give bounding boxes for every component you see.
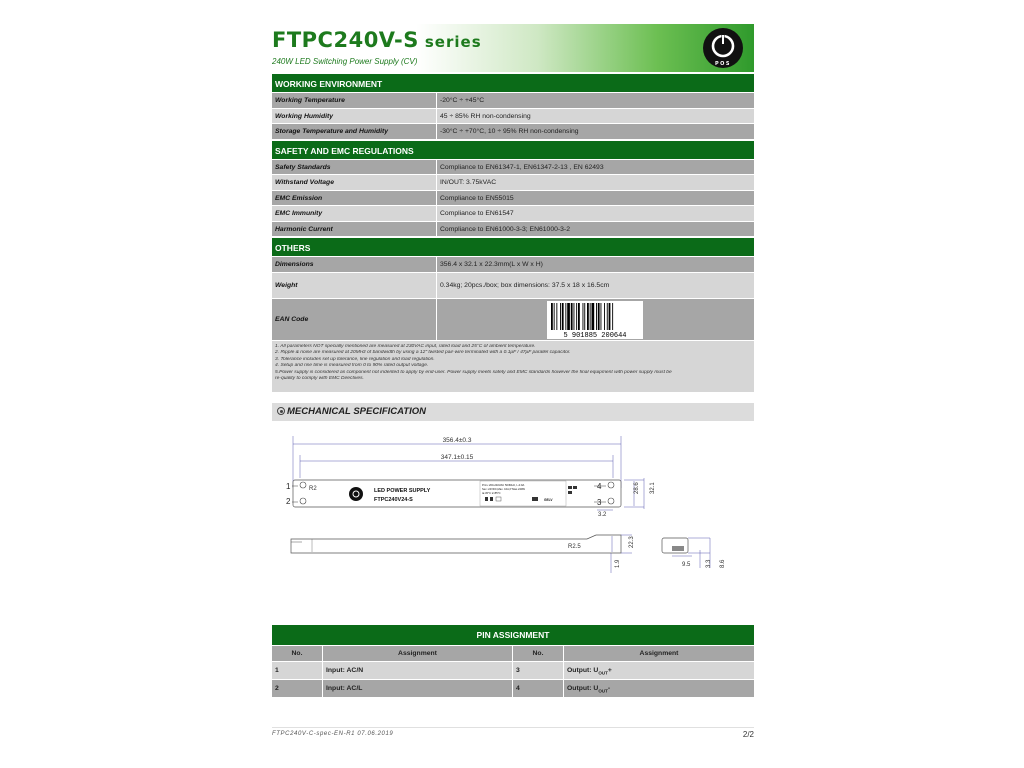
spec-row — [272, 272, 754, 298]
label-line2: FTPC240V24-S — [374, 497, 413, 503]
spec-row — [272, 108, 754, 124]
pin-label: 1 — [286, 482, 291, 491]
dim-base: 1.9 — [615, 559, 621, 568]
spec-key: EAN Code — [272, 299, 437, 340]
target-icon — [277, 407, 285, 415]
spec-key: EMC Immunity — [272, 206, 437, 221]
dim-radius-top: R2 — [309, 486, 317, 492]
spec-row — [272, 221, 754, 237]
pin-assignment-table — [272, 625, 754, 697]
barcode-icon — [547, 301, 643, 339]
dim-overall-length: 356.4±0.3 — [442, 437, 472, 444]
spec-key: Weight — [272, 273, 437, 298]
dim-width-inner: 28.6 — [634, 482, 640, 494]
product-title — [272, 28, 482, 52]
spec-key: Withstand Voltage — [272, 175, 437, 190]
pin-number: 4 — [513, 680, 564, 697]
column-header: No. — [513, 646, 564, 661]
footnote: re-quality to comply with EMC Directives. — [275, 376, 364, 382]
label-spec: ta:45°C tc:85°C — [482, 492, 501, 495]
pin-label: 2 — [286, 497, 291, 506]
ean-cell — [437, 299, 754, 340]
spec-value: Compliance to EN61000-3-3; EN61000-3-2 — [440, 225, 570, 233]
footnote: 2. Ripple & noise are measured at 20MHz of bandwidth by using a 12" twisted pair-wire terminated with a 0.1μF / 47μF parallel capacitor. — [275, 350, 571, 356]
section-safety-emc: SAFETY AND EMC REGULATIONS — [272, 139, 754, 159]
spec-key: Working Temperature — [272, 93, 437, 108]
pin-number: 2 — [272, 680, 323, 697]
section-others: OTHERS — [272, 236, 754, 256]
page-number: 2/2 — [742, 730, 754, 739]
pin-number: 3 — [513, 662, 564, 679]
footnote: 5.Power supply is considered as component not indented to apply by end-user. Power supply meets safety and EMC standards however the final equipment with power supply must be — [275, 369, 672, 375]
pin-assignment-sub: OUT — [598, 688, 608, 694]
spec-row-ean — [272, 298, 754, 340]
footnote: 3. Tolerance includes set up tolerance, line regulation and load regulation. — [275, 356, 435, 362]
pin-assignment: Input: AC/L — [323, 680, 513, 697]
spec-key: Storage Temperature and Humidity — [272, 124, 437, 139]
pin-assignment-text: Output: U — [567, 667, 599, 674]
pin-assignment-sign: + — [607, 667, 612, 674]
spec-row — [272, 174, 754, 190]
footnotes — [272, 340, 754, 392]
footer-divider — [272, 727, 754, 728]
label-line1: LED POWER SUPPLY — [374, 488, 431, 494]
spec-value: -30°C ÷ +70°C, 10 ÷ 95% RH non-condensing — [440, 128, 579, 135]
dim-width-outer: 32.1 — [650, 482, 656, 494]
pin-table-row — [272, 661, 754, 679]
pin-assignment — [564, 662, 754, 679]
spec-row — [272, 123, 754, 139]
footnote: 4. Setup and rise time is measured from 0 to 90% rated output voltage. — [275, 363, 429, 369]
pin-number: 1 — [272, 662, 323, 679]
spec-value: 45 ÷ 85% RH non-condensing — [440, 112, 531, 120]
dim-radius-side: R2.5 — [568, 544, 581, 550]
mechanical-title: MECHANICAL SPECIFICATION — [287, 406, 426, 417]
pin-table-header — [272, 645, 754, 661]
document-code: FTPC240V-C-spec-EN-R1 07.06.2019 — [272, 731, 394, 737]
spec-row — [272, 92, 754, 108]
spec-key: Harmonic Current — [272, 222, 437, 237]
dim-end-h2: 8.6 — [720, 559, 726, 568]
model-name: FTPC240V-S — [272, 28, 419, 52]
spec-value: 0.34kg; 20pcs./box; box dimensions: 37.5 x 18 x 16.5cm — [440, 281, 610, 289]
product-subtitle: 240W LED Switching Power Supply (CV) — [272, 57, 418, 66]
pin-assignment-title: PIN ASSIGNMENT — [272, 625, 754, 645]
column-header: Assignment — [323, 646, 513, 661]
spec-key: Safety Standards — [272, 160, 437, 175]
dim-end-h1: 3.3 — [706, 559, 712, 568]
spec-row — [272, 159, 754, 175]
logo-text: POS — [714, 61, 732, 67]
pin-label: 3 — [597, 498, 602, 507]
column-header: No. — [272, 646, 323, 661]
spec-key: EMC Emission — [272, 191, 437, 206]
mechanical-drawing — [272, 428, 754, 578]
label-spec: Prim.:200-240VAC 50/60Hz, I~0.9A — [482, 484, 525, 487]
spec-page — [272, 24, 754, 392]
dim-end-width: 9.5 — [682, 562, 691, 568]
spec-row — [272, 205, 754, 221]
section-working-environment: WORKING ENVIRONMENT — [272, 72, 754, 92]
mechanical-spec-header — [272, 403, 754, 421]
dim-height: 22.3 — [629, 536, 635, 548]
spec-value: Compliance to EN61347-1, EN61347-2-13 , EN 62493 — [440, 163, 604, 171]
spec-value: -20°C ÷ +45°C — [440, 97, 485, 104]
spec-value: Compliance to EN61547 — [440, 210, 514, 217]
page-header — [272, 24, 754, 72]
spec-value: Compliance to EN55015 — [440, 194, 514, 202]
label-spec: Sec.:24VDC,Max. 10A,P Max.240W — [482, 488, 525, 491]
pin-assignment — [564, 680, 754, 697]
spec-row — [272, 256, 754, 272]
pin-label: 4 — [597, 482, 602, 491]
spec-key: Dimensions — [272, 257, 437, 272]
pin-assignment-sign: - — [607, 685, 611, 692]
column-header: Assignment — [639, 650, 679, 657]
pos-logo-icon — [702, 27, 744, 69]
label-brand: GELV — [544, 498, 553, 502]
dim-pin-offset: 3.2 — [598, 512, 607, 518]
spec-value: IN/OUT: 3.75kVAC — [440, 179, 497, 186]
pin-assignment-text: Output: U — [567, 685, 599, 692]
pin-assignment-sub: OUT — [598, 670, 608, 676]
ean-number: 5 901885 200644 — [563, 331, 627, 339]
product-logo-icon — [349, 487, 363, 501]
spec-value: 356.4 x 32.1 x 22.3mm(L x W x H) — [440, 261, 543, 268]
pin-table-row — [272, 679, 754, 697]
spec-key: Working Humidity — [272, 109, 437, 124]
dim-hole-spacing: 347.1±0.15 — [440, 454, 474, 461]
series-label: series — [424, 33, 482, 51]
spec-row — [272, 190, 754, 206]
footnote: 1. All parameters NOT specially mentioned are measured at 230VAC input, rated load and 25°C of ambient temperature. — [275, 343, 536, 349]
pin-assignment: Input: AC/N — [323, 662, 513, 679]
